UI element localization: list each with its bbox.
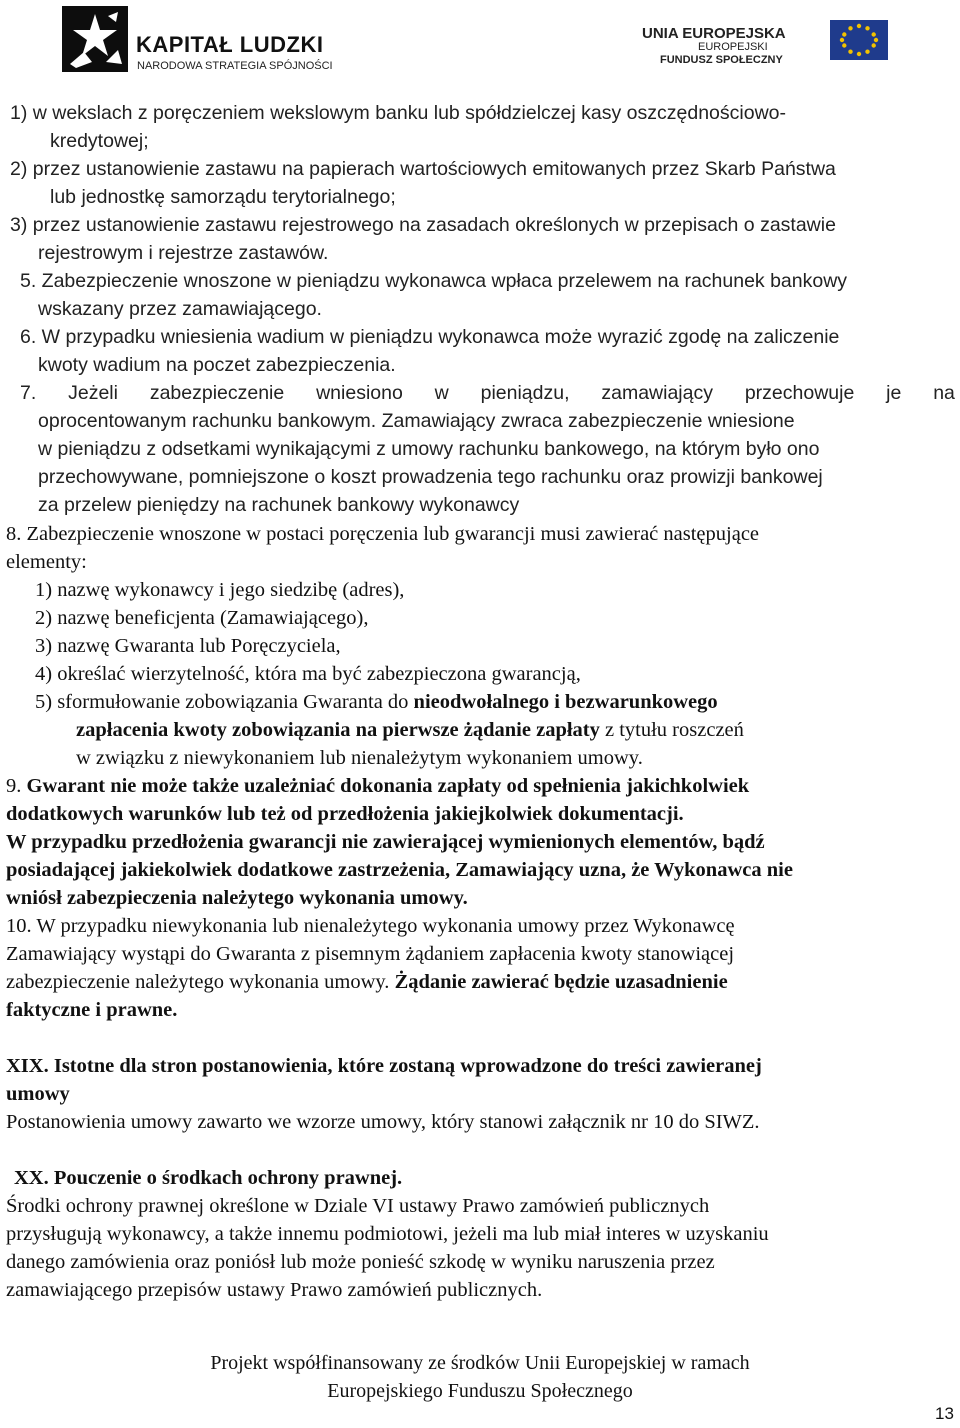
section-heading: XX. Pouczenie o środkach ochrony prawnej. (14, 1167, 403, 1189)
text-line: 10. W przypadku niewykonania lub nienależytego wykonania umowy przez Wykonawcę (6, 915, 735, 937)
footer-line: Europejskiego Funduszu Społecznego (327, 1380, 633, 1402)
text-line: faktyczne i prawne. (6, 999, 178, 1021)
eu-name: UNIA EUROPEJSKA (642, 25, 786, 42)
kapital-ludzki-subtitle: NARODOWA STRATEGIA SPÓJNOŚCI (137, 60, 333, 72)
text-line: elementy: (6, 551, 87, 573)
text-line: W przypadku przedłożenia gwarancji nie zawierającej wymienionych elementów, bądź (6, 831, 765, 853)
text-line: zapłacenia kwoty zobowiązania na pierwsze żądanie zapłaty z tytułu roszczeń (76, 719, 744, 741)
kapital-ludzki-logo (62, 6, 332, 72)
text-line: 1) w wekslach z poręczeniem wekslowym banku lub spółdzielczej kasy oszczędnościowo- (10, 102, 786, 124)
text-line: przysługują wykonawcy, a także innemu podmiotowi, jeżeli ma lub miał interes w uzyskaniu (6, 1223, 769, 1245)
word: 7. (20, 382, 37, 404)
list-item: 2) nazwę beneficjenta (Zamawiającego), (35, 607, 369, 629)
text-line: 8. Zabezpieczenie wnoszone w postaci poręczenia lub gwarancji musi zawierać następujące (6, 523, 760, 545)
word: Jeżeli (68, 382, 118, 404)
eu-fund-line1: EUROPEJSKI (698, 41, 768, 53)
text-line: Zamawiający wystąpi do Gwaranta z pisemnym żądaniem zapłacenia kwoty stanowiącej (6, 943, 735, 965)
text-line: Środki ochrony prawnej określone w Dziale VI ustawy Prawo zamówień publicznych (6, 1195, 710, 1217)
word: na (933, 382, 955, 404)
page-header (0, 0, 960, 80)
word: je (886, 382, 902, 404)
text-line: kredytowej; (50, 130, 149, 152)
text-line: w pieniądzu z odsetkami wynikającymi z umowy rachunku bankowego, na którym było ono (38, 438, 820, 460)
list-item: 4) określać wierzytelność, która ma być zabezpieczona gwarancją, (35, 663, 581, 685)
footer-line: Projekt współfinansowany ze środków Unii Europejskiej w ramach (210, 1352, 750, 1374)
word: przechowuje (744, 382, 855, 404)
text-line: 6. W przypadku wniesienia wadium w pieniądzu wykonawca może wyrazić zgodę na zaliczenie (20, 326, 840, 348)
list-item: 5) sformułowanie zobowiązania Gwaranta do nieodwołalnego i bezwarunkowego (35, 691, 718, 713)
text-line: 3) przez ustanowienie zastawu rejestrowego na zasadach określonych w przepisach o zastawie (10, 214, 836, 236)
text-line: wskazany przez zamawiającego. (38, 298, 322, 320)
text-line: Postanowienia umowy zawarto we wzorze umowy, który stanowi załącznik nr 10 do SIWZ. (6, 1111, 760, 1133)
text-line: oprocentowanym rachunku bankowym. Zamawiający zwraca zabezpieczenie wniesione (38, 410, 795, 432)
text-line (20, 384, 955, 404)
text-line: 9. Gwarant nie może także uzależniać dokonania zapłaty od spełnienia jakichkolwiek (6, 775, 750, 797)
text-line: w związku z niewykonaniem lub nienależytym wykonaniem umowy. (76, 747, 643, 769)
list-item: 3) nazwę Gwaranta lub Poręczyciela, (35, 635, 341, 657)
eu-fund-line2: FUNDUSZ SPOŁECZNY (660, 54, 783, 66)
kapital-ludzki-name: KAPITAŁ LUDZKI (136, 32, 324, 57)
text-line: 2) przez ustanowienie zastawu na papierach wartościowych emitowanych przez Skarb Państwa (10, 158, 836, 180)
text-line: posiadającej jakiekolwiek dodatkowe zastrzeżenia, Zamawiający uzna, że Wykonawca nie (6, 859, 793, 881)
text-line: lub jednostkę samorządu terytorialnego; (50, 186, 396, 208)
section-heading: umowy (6, 1083, 70, 1105)
text-line: kwoty wadium na poczet zabezpieczenia. (38, 354, 396, 376)
text-line: rejestrowym i rejestrze zastawów. (38, 242, 329, 264)
eu-logo (640, 14, 890, 74)
word: zamawiający (601, 382, 713, 404)
text-line: wniósł zabezpieczenia należytego wykonania umowy. (6, 887, 468, 909)
word: wniesiono (316, 382, 403, 404)
page-number: 13 (935, 1404, 954, 1423)
text-line: zamawiającego przepisów ustawy Prawo zamówień publicznych. (6, 1279, 543, 1301)
text-line: dodatkowych warunków lub też od przedłożenia jakiejkolwiek dokumentacji. (6, 803, 684, 825)
text-line: 5. Zabezpieczenie wnoszone w pieniądzu wykonawca wpłaca przelewem na rachunek bankowy (20, 270, 848, 292)
text-line: danego zamówienia oraz poniósł lub może ponieść szkodę w wyniku naruszenia przez (6, 1251, 715, 1273)
word: zabezpieczenie (149, 382, 285, 404)
eu-flag-icon (830, 14, 888, 72)
section-heading: XIX. Istotne dla stron postanowienia, które zostaną wprowadzone do treści zawieranej (6, 1055, 762, 1077)
word: pieniądzu, (480, 382, 570, 404)
text-line: za przelew pieniędzy na rachunek bankowy wykonawcy (38, 494, 520, 516)
word: w (434, 382, 449, 404)
kapital-ludzki-emblem-icon (62, 6, 128, 72)
list-item: 1) nazwę wykonawcy i jego siedzibę (adres), (35, 579, 405, 601)
text-line: przechowywane, pomniejszone o koszt prowadzenia tego rachunku oraz prowizji bankowej (38, 466, 823, 488)
text-line: zabezpieczenie należytego wykonania umowy. Żądanie zawierać będzie uzasadnienie (6, 971, 728, 993)
